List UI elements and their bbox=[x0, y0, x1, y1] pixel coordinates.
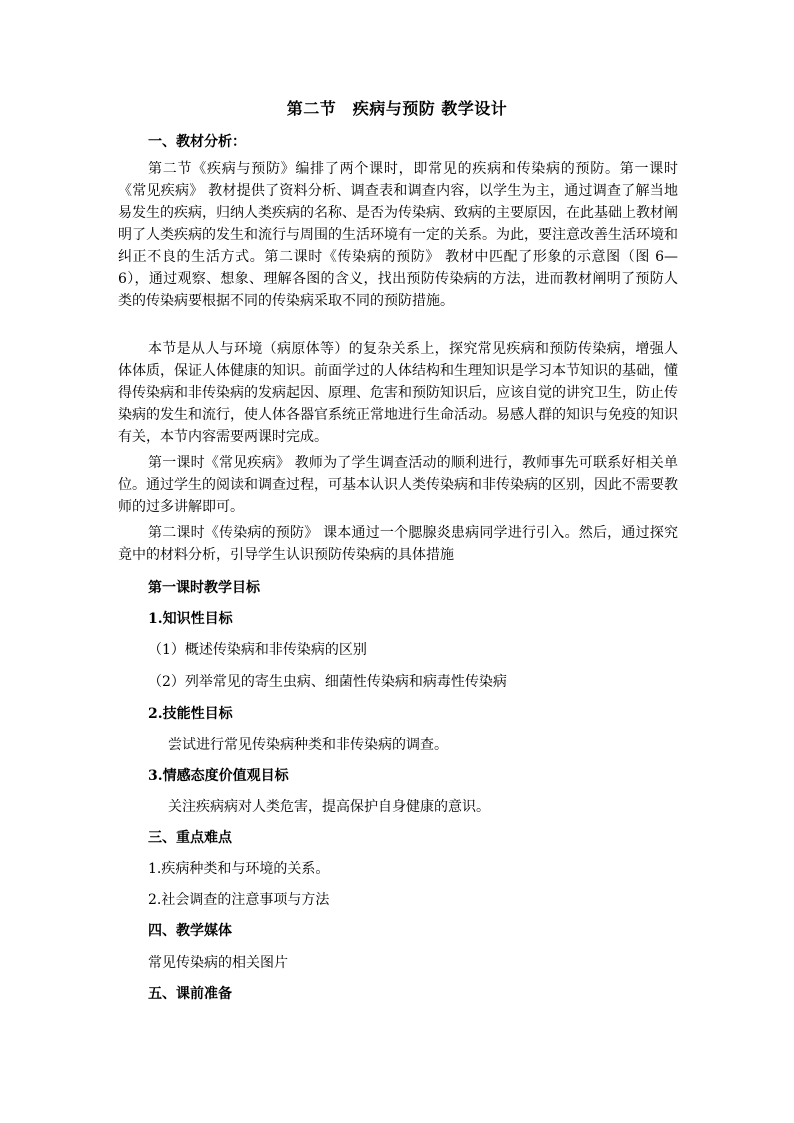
key-point-item: 1.疾病种类和与环境的关系。 bbox=[148, 861, 330, 877]
document-title: 第二节 疾病与预防 教学设计 bbox=[286, 99, 508, 118]
section-heading-key-points: 三、重点难点 bbox=[148, 830, 232, 846]
knowledge-goal-item: （1）概述传染病和非传染病的区别 bbox=[148, 642, 367, 658]
paragraph-section-content: 本节是从人与环境（病原体等）的复杂关系上，探究常见疾病和预防传染病，增强人体体质，保证人体健康的知识。前面学过的人体结构和生理知识是学习本节知识的基础，懂得传染病和非传染病的发病起因、原理、危害和预防知识后，应该自觉的讲究卫生，防止传染病的发生和流行，使人体各器官系统正常地进行生命活动。易感人群的知识与免疫的知识有关，本节内容需要两课时完成。 bbox=[118, 341, 678, 445]
teaching-media-text: 常见传染病的相关图片 bbox=[148, 955, 288, 971]
paragraph-textbook-overview: 第二节《疾病与预防》编排了两个课时，即常见的疾病和传染病的预防。第一课时《常见疾病》 教材提供了资料分析、调查表和调查内容，以学生为主，通过调查了解当地易发生的疾病，归纳人类疾病的名称、是否为传染病、致病的主要原因，在此基础上教材阐明了人类疾病的发生和流行与周围的生活环境有一定的关系。为此，要注意改善生活环境和纠正不良的生活方式。第二课时《传染病的预防》 教材中匹配了形象的示意图（图 6—6），通过观察、想象、理解各图的含义，找出预防传染病的方法，进而教材阐明了预防人类的传染病要根据不同的传染病采取不同的预防措施。 bbox=[118, 161, 678, 309]
skill-goal-text: 尝试进行常见传染病种类和非传染病的调查。 bbox=[168, 737, 448, 753]
paragraph-lesson-one: 第一课时《常见疾病》 教师为了学生调查活动的顺利进行，教师事先可联系好相关单位。通过学生的阅读和调查过程，可基本认识人类传染病和非传染病的区别，因此不需要教师的过多讲解即可。 bbox=[118, 455, 678, 515]
attitude-goal-text: 关注疾病病对人类危害，提高保护自身健康的意识。 bbox=[168, 799, 490, 815]
key-point-item: 2.社会调查的注意事项与方法 bbox=[148, 892, 330, 908]
section-heading-textbook-analysis: 一、教材分析： bbox=[148, 134, 246, 150]
heading-knowledge-goals: 1.知识性目标 bbox=[148, 611, 233, 627]
section-heading-teaching-media: 四、教学媒体 bbox=[148, 923, 232, 939]
heading-skill-goals: 2.技能性目标 bbox=[148, 706, 233, 722]
heading-lesson-one-goals: 第一课时教学目标 bbox=[148, 580, 260, 596]
section-heading-preparation: 五、课前准备 bbox=[148, 986, 232, 1002]
paragraph-lesson-two: 第二课时《传染病的预防》 课本通过一个腮腺炎患病同学进行引入。然后，通过探究竟中的材料分析，引导学生认识预防传染病的具体措施 bbox=[118, 525, 678, 563]
heading-attitude-goals: 3.情感态度价值观目标 bbox=[148, 768, 289, 784]
knowledge-goal-item: （2）列举常见的寄生虫病、细菌性传染病和病毒性传染病 bbox=[148, 674, 507, 690]
